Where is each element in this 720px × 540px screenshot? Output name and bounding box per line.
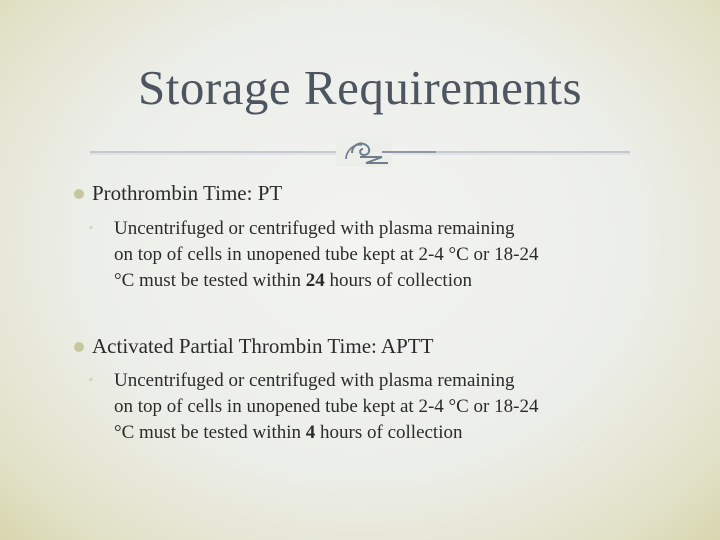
sub-bullet-ring-icon: ◦: [89, 374, 93, 386]
sub-line: on top of cells in unopened tube kept at 2-4 °C or 18-24: [114, 244, 539, 265]
bullet-label: Prothrombin Time: PT: [92, 181, 283, 205]
sub-line: °C must be tested within 4 hours of collection: [114, 422, 463, 443]
sub-line: °C must be tested within 24 hours of collection: [114, 270, 472, 291]
sub-bullet-ring-icon: ◦: [89, 222, 93, 234]
bullet-label: Activated Partial Thrombin Time: APTT: [92, 334, 434, 358]
slide-title: Storage Requirements: [137, 60, 583, 115]
bullet-dot-icon: [74, 342, 84, 352]
bullet-dot-icon: [74, 189, 84, 199]
sub-line: Uncentrifuged or centrifuged with plasma remaining: [114, 218, 515, 239]
title-divider: [90, 133, 630, 173]
sub-line: Uncentrifuged or centrifuged with plasma remaining: [114, 370, 515, 391]
sub-bullet-text: [114, 368, 674, 446]
sub-bullet-text: [114, 216, 674, 294]
hours-value: 24: [305, 270, 325, 291]
sub-line: on top of cells in unopened tube kept at 2-4 °C or 18-24: [114, 396, 539, 417]
curl-ornament-icon: [336, 137, 436, 167]
hours-value: 4: [305, 422, 316, 443]
